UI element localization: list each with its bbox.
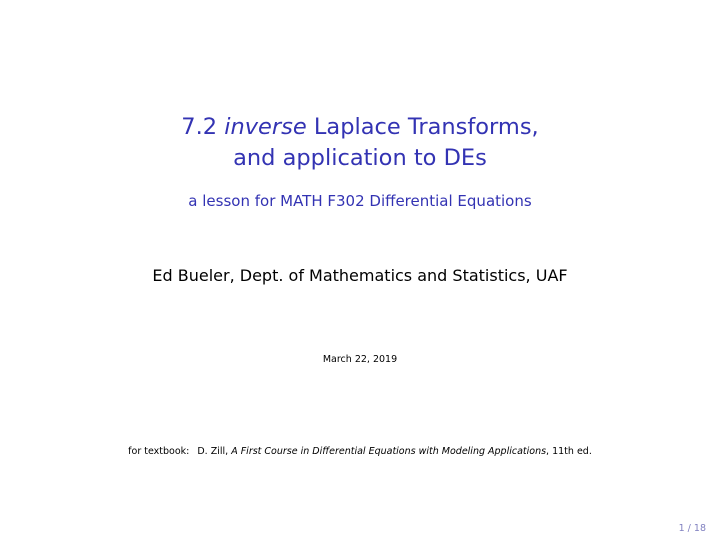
slide-title xyxy=(0,112,720,174)
textbook-title: A First Course in Differential Equations with Modeling Applications xyxy=(231,446,547,457)
title-rest: Laplace Transforms, xyxy=(313,114,539,140)
textbook-label: for textbook: xyxy=(128,446,190,457)
date: March 22, 2019 xyxy=(322,354,398,365)
page-separator: / xyxy=(684,523,694,534)
page-total: 18 xyxy=(693,523,706,534)
textbook-note xyxy=(0,446,720,457)
page-current: 1 xyxy=(678,523,685,534)
textbook-author: D. Zill, xyxy=(197,446,229,457)
slide-subtitle: a lesson for MATH F302 Differential Equations xyxy=(188,192,532,210)
title-number: 7.2 xyxy=(181,114,218,140)
page-number xyxy=(679,523,706,534)
author-line: Ed Bueler, Dept. of Mathematics and Statistics, UAF xyxy=(152,266,568,285)
title-emphasis: inverse xyxy=(224,114,307,140)
title-line-2: and application to DEs xyxy=(233,145,487,171)
textbook-edition: , 11th ed. xyxy=(546,446,592,457)
title-line-1 xyxy=(0,112,720,143)
